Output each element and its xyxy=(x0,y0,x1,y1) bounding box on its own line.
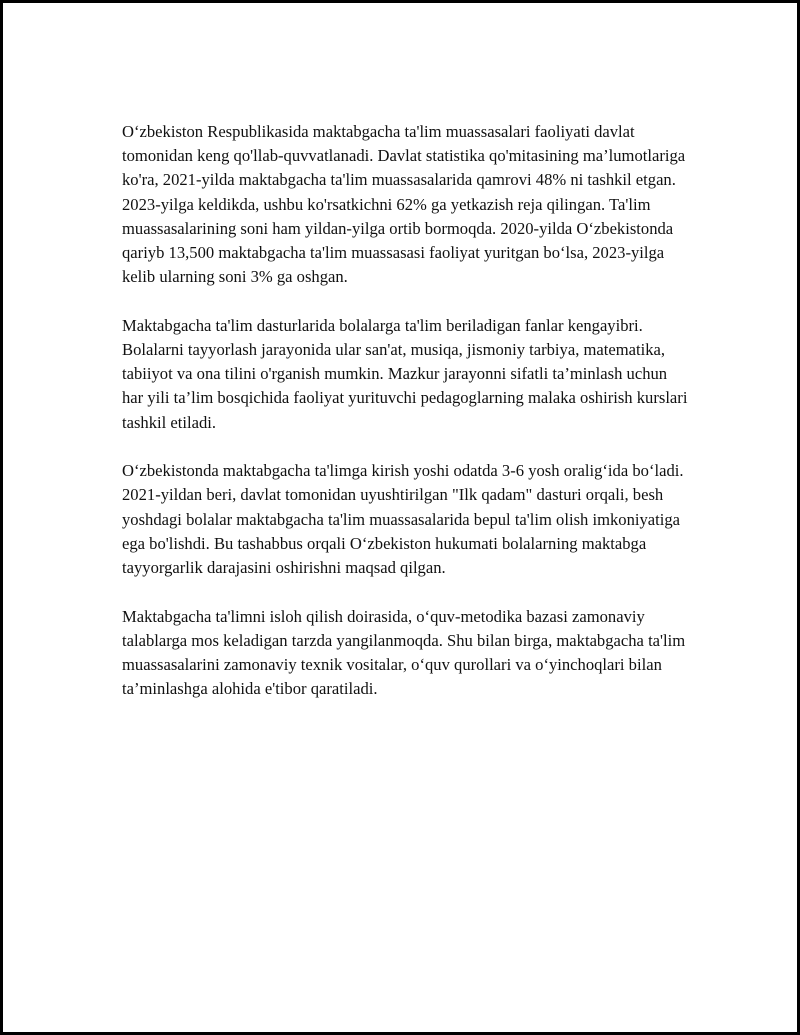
paragraph-2: Maktabgacha ta'lim dasturlarida bolalarga ta'lim beriladigan fanlar kengayibri. Bolalarni tayyorlash jarayonida ular san'at, musiqa, jismoniy tarbiya, matematika, tabiiyot va ona tilini o'rganish mumkin. Mazkur jarayonni sifatli ta’minlash uchun har yili ta’lim bosqichida faoliyat yurituvchi pedagoglarning malaka oshirish kurslari tashkil etiladi. xyxy=(122,315,688,432)
paragraph-4: Maktabgacha ta'limni isloh qilish doirasida, o‘quv-metodika bazasi zamonaviy talablarga mos keladigan tarzda yangilanmoqda. Shu bilan birga, maktabgacha ta'lim muassasalarini zamonaviy texnik vositalar, o‘quv qurollari va o‘yinchoqlari bilan ta’minlashga alohida e'tibor qaratiladi. xyxy=(122,606,686,699)
paragraph-3: O‘zbekistonda maktabgacha ta'limga kirish yoshi odatda 3-6 yosh oralig‘ida bo‘ladi. 2021-yildan beri, davlat tomonidan uyushtirilgan "Ilk qadam" dasturi orqali, besh yoshdagi bolalar maktabgacha ta'lim muassasalarida bepul ta'lim olish imkoniyatiga ega bo'lishdi. Bu tashabbus orqali O‘zbekiston hukumati bolalarning maktabga tayyorgarlik darajasini oshirishni maqsad qilgan. xyxy=(122,461,684,578)
document-body xyxy=(122,120,688,726)
paragraph-1: O‘zbekiston Respublikasida maktabgacha ta'lim muassasalari faoliyati davlat tomonidan keng qo'llab-quvvatlanadi. Davlat statistika qo'mitasining ma’lumotlariga ko'ra, 2021-yilda maktabgacha ta'lim muassasalarida qamrovi 48% ni tashkil etgan. 2023-yilga keldikda, ushbu ko'rsatkichni 62% ga yetkazish reja qilingan. Ta'lim muassasalarining soni ham yildan-yilga ortib bormoqda. 2020-yilda O‘zbekistonda qariyb 13,500 maktabgacha ta'lim muassasasi faoliyat yuritgan bo‘lsa, 2023-yilga kelib ularning soni 3% ga oshgan. xyxy=(122,122,686,287)
